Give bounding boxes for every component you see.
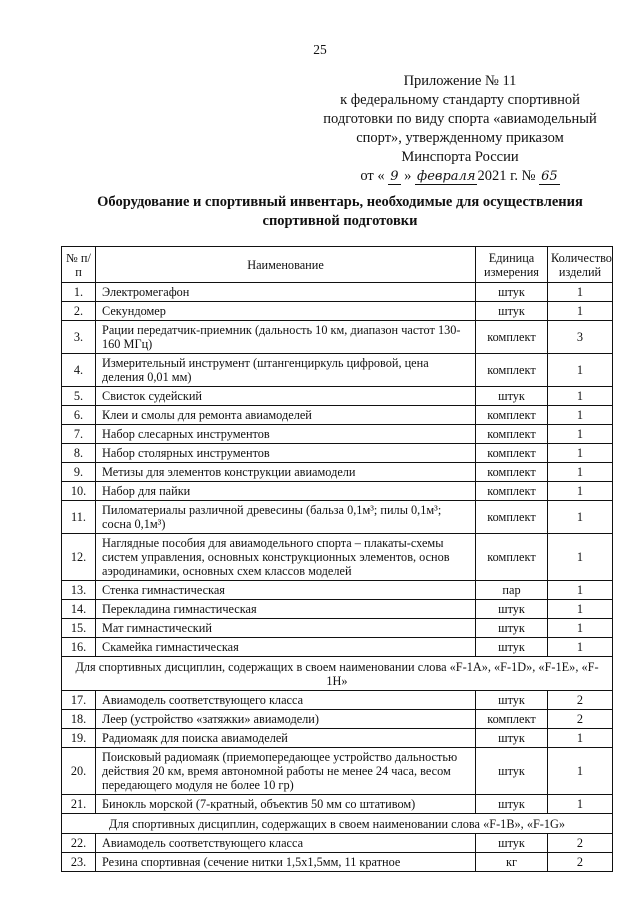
appendix-line: к федеральному стандарту спортивной (340, 92, 580, 108)
item-quantity: 1 (548, 463, 613, 482)
row-number: 18. (62, 710, 96, 729)
item-quantity: 1 (548, 795, 613, 814)
item-quantity: 1 (548, 482, 613, 501)
table-row (62, 406, 613, 425)
header-unit: Единица измерения (476, 247, 548, 283)
table-row (62, 444, 613, 463)
item-name: Авиамодель соответствующего класса (96, 691, 476, 710)
table-row (62, 425, 613, 444)
item-name: Метизы для элементов конструкции авиамодели (96, 463, 476, 482)
item-unit: штук (476, 619, 548, 638)
table-row (62, 534, 613, 581)
row-number: 12. (62, 534, 96, 581)
row-number: 3. (62, 321, 96, 354)
row-number: 15. (62, 619, 96, 638)
item-unit: комплект (476, 463, 548, 482)
table-row (62, 691, 613, 710)
header-qty: Количество изделий (548, 247, 613, 283)
item-unit: комплект (476, 710, 548, 729)
item-quantity: 1 (548, 444, 613, 463)
appendix-header (300, 72, 620, 186)
item-quantity: 1 (548, 638, 613, 657)
appendix-line: подготовки по виду спорта «авиамодельный (323, 111, 597, 127)
item-quantity: 1 (548, 501, 613, 534)
table-row (62, 853, 613, 872)
item-quantity: 1 (548, 581, 613, 600)
table-row (62, 387, 613, 406)
row-number: 10. (62, 482, 96, 501)
row-number: 8. (62, 444, 96, 463)
date-day: 9 (390, 169, 399, 184)
item-quantity: 1 (548, 302, 613, 321)
item-quantity: 1 (548, 283, 613, 302)
table-row (62, 321, 613, 354)
item-name: Радиомаяк для поиска авиамоделей (96, 729, 476, 748)
row-number: 7. (62, 425, 96, 444)
item-quantity: 2 (548, 691, 613, 710)
item-unit: штук (476, 638, 548, 657)
title-line: спортивной подготовки (262, 213, 418, 229)
row-number: 13. (62, 581, 96, 600)
date-year: 2021 г. № (477, 168, 536, 184)
table-row (62, 795, 613, 814)
item-name: Мат гимнастический (96, 619, 476, 638)
section-heading: Для спортивных дисциплин, содержащих в своем наименовании слова «F-1A», «F-1D», «F-1E», «F-1H» (62, 657, 613, 691)
item-unit: комплект (476, 482, 548, 501)
item-quantity: 1 (548, 534, 613, 581)
table-row (62, 283, 613, 302)
item-quantity: 1 (548, 387, 613, 406)
item-name: Перекладина гимнастическая (96, 600, 476, 619)
item-name: Бинокль морской (7-кратный, объектив 50 мм со штативом) (96, 795, 476, 814)
item-quantity: 1 (548, 729, 613, 748)
date-mid: » (404, 168, 412, 184)
item-quantity: 1 (548, 748, 613, 795)
item-unit: кг (476, 853, 548, 872)
table-row (62, 748, 613, 795)
row-number: 9. (62, 463, 96, 482)
order-number: 65 (541, 169, 558, 184)
document-title (60, 193, 620, 231)
item-quantity: 1 (548, 425, 613, 444)
header-name: Наименование (96, 247, 476, 283)
item-unit: комплект (476, 321, 548, 354)
date-month: февраля (417, 169, 476, 184)
item-name: Рации передатчик-приемник (дальность 10 км, диапазон частот 130-160 МГц) (96, 321, 476, 354)
item-unit: штук (476, 795, 548, 814)
item-name: Электромегафон (96, 283, 476, 302)
item-unit: штук (476, 387, 548, 406)
row-number: 2. (62, 302, 96, 321)
item-unit: штук (476, 600, 548, 619)
appendix-line: спорт», утвержденному приказом (356, 130, 564, 146)
row-number: 17. (62, 691, 96, 710)
item-name: Клеи и смолы для ремонта авиамоделей (96, 406, 476, 425)
item-quantity: 1 (548, 406, 613, 425)
item-name: Авиамодель соответствующего класса (96, 834, 476, 853)
row-number: 22. (62, 834, 96, 853)
table-row (62, 581, 613, 600)
row-number: 6. (62, 406, 96, 425)
table-header-row (62, 247, 613, 283)
row-number: 21. (62, 795, 96, 814)
row-number: 5. (62, 387, 96, 406)
item-name: Измерительный инструмент (штангенциркуль цифровой, цена деления 0,01 мм) (96, 354, 476, 387)
item-unit: комплект (476, 425, 548, 444)
row-number: 11. (62, 501, 96, 534)
item-name: Наглядные пособия для авиамодельного спорта – плакаты-схемы систем управления, основных конструкционных элементов, основ аэродинамики, основных схем классов моделей (96, 534, 476, 581)
item-unit: штук (476, 283, 548, 302)
item-name: Свисток судейский (96, 387, 476, 406)
item-quantity: 1 (548, 600, 613, 619)
item-unit: штук (476, 691, 548, 710)
item-unit: штук (476, 748, 548, 795)
table-row (62, 501, 613, 534)
item-name: Поисковый радиомаяк (приемопередающее устройство дальностью действия 20 км, время автономной работы не менее 24 часа, весом передающего модуля не более 10 гр) (96, 748, 476, 795)
row-number: 19. (62, 729, 96, 748)
table-row (62, 834, 613, 853)
item-name: Пиломатериалы различной древесины (бальза 0,1м³; пилы 0,1м³; сосна 0,1м³) (96, 501, 476, 534)
table-row (62, 619, 613, 638)
row-number: 4. (62, 354, 96, 387)
section-heading: Для спортивных дисциплин, содержащих в своем наименовании слова «F-1B», «F-1G» (62, 814, 613, 834)
item-unit: комплект (476, 406, 548, 425)
table-row (62, 302, 613, 321)
appendix-line: Минспорта России (401, 149, 519, 165)
item-name: Набор столярных инструментов (96, 444, 476, 463)
item-quantity: 2 (548, 834, 613, 853)
table-row (62, 729, 613, 748)
section-row (62, 814, 613, 834)
item-name: Скамейка гимнастическая (96, 638, 476, 657)
item-name: Секундомер (96, 302, 476, 321)
row-number: 23. (62, 853, 96, 872)
item-unit: комплект (476, 501, 548, 534)
item-unit: комплект (476, 534, 548, 581)
item-quantity: 2 (548, 710, 613, 729)
row-number: 1. (62, 283, 96, 302)
page-number: 25 (313, 42, 327, 57)
item-unit: пар (476, 581, 548, 600)
table-row (62, 354, 613, 387)
item-name: Стенка гимнастическая (96, 581, 476, 600)
row-number: 20. (62, 748, 96, 795)
table-row (62, 710, 613, 729)
appendix-title: Приложение № 11 (403, 73, 517, 89)
row-number: 14. (62, 600, 96, 619)
date-prefix: от « (360, 168, 385, 184)
item-unit: штук (476, 302, 548, 321)
item-name: Набор слесарных инструментов (96, 425, 476, 444)
item-quantity: 1 (548, 354, 613, 387)
item-name: Резина спортивная (сечение нитки 1,5x1,5мм, 11 кратное (96, 853, 476, 872)
item-unit: комплект (476, 444, 548, 463)
item-quantity: 1 (548, 619, 613, 638)
item-unit: комплект (476, 354, 548, 387)
table-body (62, 283, 613, 872)
item-quantity: 3 (548, 321, 613, 354)
table-row (62, 482, 613, 501)
item-unit: штук (476, 729, 548, 748)
item-name: Леер (устройство «затяжки» авиамодели) (96, 710, 476, 729)
table-row (62, 463, 613, 482)
title-line: Оборудование и спортивный инвентарь, необходимые для осуществления (97, 194, 583, 210)
item-unit: штук (476, 834, 548, 853)
table-row (62, 600, 613, 619)
table-row (62, 638, 613, 657)
equipment-table (61, 246, 613, 872)
section-row (62, 657, 613, 691)
item-name: Набор для пайки (96, 482, 476, 501)
row-number: 16. (62, 638, 96, 657)
item-quantity: 2 (548, 853, 613, 872)
header-num: № п/п (62, 247, 96, 283)
order-date-line (300, 167, 620, 186)
